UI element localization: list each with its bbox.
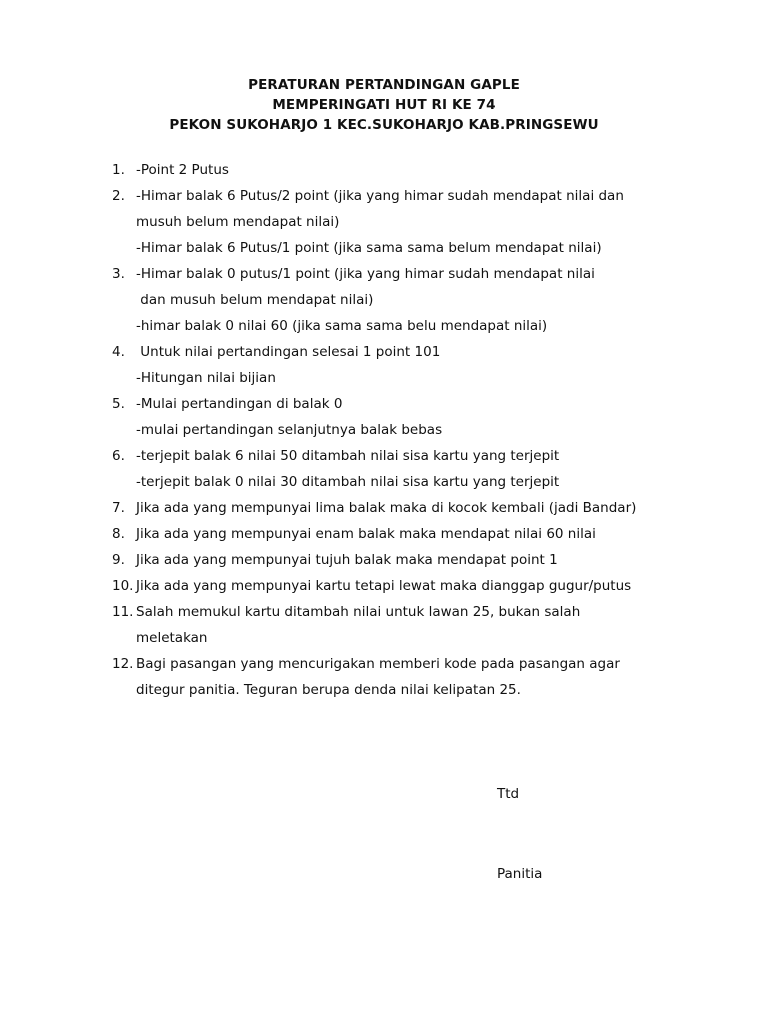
rule-number: 4. — [112, 344, 125, 360]
rule-item — [112, 157, 712, 183]
rule-text: Salah memukul kartu ditambah nilai untuk lawan 25, bukan salah — [136, 604, 581, 620]
rule-line — [112, 391, 712, 417]
rule-item — [112, 573, 712, 599]
rule-line — [112, 521, 712, 547]
rule-number: 3. — [112, 266, 125, 282]
rule-number: 1. — [112, 162, 125, 178]
rule-line — [112, 365, 712, 391]
title-line-2: MEMPERINGATI HUT RI KE 74 — [272, 97, 496, 113]
title-line-3: PEKON SUKOHARJO 1 KEC.SUKOHARJO KAB.PRINGSEWU — [169, 117, 599, 133]
rule-text: Jika ada yang mempunyai lima balak maka di kocok kembali (jadi Bandar) — [136, 500, 637, 516]
rule-text: Untuk nilai pertandingan selesai 1 point 101 — [136, 344, 441, 360]
rule-line — [112, 339, 712, 365]
rule-number: 12. — [112, 656, 134, 672]
rule-text: -mulai pertandingan selanjutnya balak bebas — [136, 422, 443, 438]
rule-number: 10. — [112, 578, 134, 594]
signatory-name: Panitia — [497, 866, 543, 882]
rule-text: -Himar balak 6 Putus/1 point (jika sama sama belum mendapat nilai) — [136, 240, 602, 256]
rule-text: -terjepit balak 0 nilai 30 ditambah nilai sisa kartu yang terjepit — [136, 474, 560, 490]
rule-line — [112, 183, 712, 209]
rule-text: Bagi pasangan yang mencurigakan memberi kode pada pasangan agar — [136, 656, 620, 672]
rule-item — [112, 391, 712, 443]
rule-text: meletakan — [136, 630, 208, 646]
rule-line — [112, 443, 712, 469]
signature-label: Ttd — [497, 786, 520, 802]
rule-text: ditegur panitia. Teguran berupa denda nilai kelipatan 25. — [136, 682, 521, 698]
rule-line — [112, 599, 712, 625]
rule-number: 7. — [112, 500, 125, 516]
rule-text: dan musuh belum mendapat nilai) — [136, 292, 374, 308]
rule-line — [112, 495, 712, 521]
rule-text: Jika ada yang mempunyai enam balak maka mendapat nilai 60 nilai — [136, 526, 596, 542]
rule-item — [112, 651, 712, 703]
rule-line — [112, 313, 712, 339]
rule-line — [112, 677, 712, 703]
rule-text: -Point 2 Putus — [136, 162, 229, 178]
rule-item — [112, 495, 712, 521]
rule-line — [112, 651, 712, 677]
rule-item — [112, 261, 712, 339]
rule-item — [112, 599, 712, 651]
rule-text: -Himar balak 6 Putus/2 point (jika yang himar sudah mendapat nilai dan — [136, 188, 624, 204]
rule-item — [112, 547, 712, 573]
rule-line — [112, 235, 712, 261]
rule-number: 11. — [112, 604, 134, 620]
rule-item — [112, 183, 712, 261]
rule-line — [112, 625, 712, 651]
rule-text: -himar balak 0 nilai 60 (jika sama sama belu mendapat nilai) — [136, 318, 548, 334]
rule-number: 2. — [112, 188, 125, 204]
rule-text: Jika ada yang mempunyai tujuh balak maka mendapat point 1 — [136, 552, 558, 568]
rule-number: 9. — [112, 552, 125, 568]
rule-line — [112, 417, 712, 443]
rule-number: 8. — [112, 526, 125, 542]
rule-text: -terjepit balak 6 nilai 50 ditambah nilai sisa kartu yang terjepit — [136, 448, 560, 464]
rule-text: -Mulai pertandingan di balak 0 — [136, 396, 343, 412]
rule-item — [112, 521, 712, 547]
document-title — [0, 75, 768, 135]
rule-number: 5. — [112, 396, 125, 412]
rule-text: musuh belum mendapat nilai) — [136, 214, 340, 230]
rule-line — [112, 547, 712, 573]
rule-number: 6. — [112, 448, 125, 464]
rule-item — [112, 443, 712, 495]
rule-line — [112, 157, 712, 183]
title-line-1: PERATURAN PERTANDINGAN GAPLE — [248, 77, 520, 93]
rule-line — [112, 469, 712, 495]
rule-text: -Hitungan nilai bijian — [136, 370, 276, 386]
rule-line — [112, 573, 712, 599]
rules-list — [112, 157, 712, 703]
rule-line — [112, 261, 712, 287]
rule-line — [112, 209, 712, 235]
rule-line — [112, 287, 712, 313]
rule-item — [112, 339, 712, 391]
rule-text: Jika ada yang mempunyai kartu tetapi lewat maka dianggap gugur/putus — [136, 578, 632, 594]
rule-text: -Himar balak 0 putus/1 point (jika yang himar sudah mendapat nilai — [136, 266, 595, 282]
